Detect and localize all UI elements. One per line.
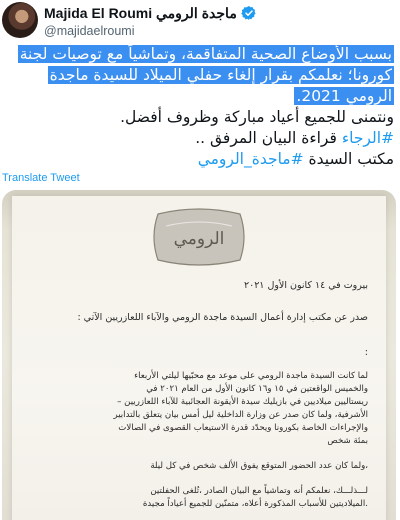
author-block: [44, 4, 344, 38]
tweet-line-2: [0, 65, 394, 86]
translate-tweet-link[interactable]: Translate Tweet: [2, 172, 80, 184]
statement-line: والإجراءات الخاصة بكورونا ويحدّد قدرة الاستيعاب القصوى في الصالات: [118, 423, 368, 433]
statement-body: [30, 280, 368, 520]
tweet-line-6-text: مكتب السيدة: [308, 150, 394, 168]
statement-line: ريستاليين ميلاديين في بازيليك سيدة الأيقونة العجائبية للآباء اللعازريين –: [117, 397, 368, 407]
selected-text[interactable]: الرومي 2021.: [296, 87, 392, 105]
statement-line: لما كانت السيدة ماجدة الرومي على موعد مع محبّيها ليلتي الأربعاء: [134, 371, 368, 381]
statement-date: بيروت في ١٤ كانون الأول ٢٠٢١: [244, 280, 368, 291]
avatar[interactable]: [2, 2, 38, 38]
tweet-line-6: [0, 149, 394, 170]
hashtag-link[interactable]: #الرجاء: [341, 129, 394, 147]
tweet-media-image[interactable]: [2, 190, 396, 520]
statement-document: [12, 196, 386, 520]
display-name[interactable]: Majida El Roumi ماجدة الرومي: [44, 4, 237, 21]
verified-badge-icon: [241, 5, 257, 21]
tweet-line-1: [0, 44, 394, 65]
display-name-row: [44, 4, 344, 22]
tweet-line-4: ونتمنى للجميع أعياد مباركة وظروف أفضل.: [120, 108, 394, 126]
majida-roumi-logo: [144, 206, 254, 268]
statement-paragraph-3: [30, 485, 368, 511]
selected-text[interactable]: بسبب الأوضاع الصحية المتفاقمة، وتماشياً مع توصيات لجنة: [19, 45, 392, 63]
tweet-line-5: [0, 128, 394, 149]
statement-line: لـــذلـــك، نعلمكم أنه وتماشياً مع البيان الصادر ،تُلغى الحفلتين: [150, 486, 368, 496]
tweet-text: [0, 44, 394, 170]
statement-issuer: صدر عن مكتب إدارة أعمال السيدة ماجدة الرومي والآباء اللعازريين الآتي :: [77, 312, 368, 323]
selected-text[interactable]: كورونا؛ نعلمكم بقرار إلغاء حفلي الميلاد للسيدة ماجدة: [49, 66, 392, 84]
tweet-header: [0, 0, 400, 42]
logo-text: الرومي: [173, 229, 225, 249]
statement-paragraph-1: [30, 370, 368, 448]
tweet-line-5-text: قراءة البيان المرفق ..: [195, 129, 337, 147]
statement-line: .الميلاديتين للأسباب المذكورة أعلاه، متمنّين للجميع أعياداً مجيدة: [142, 499, 368, 509]
tweet-line-3: [0, 86, 394, 107]
handle[interactable]: @majidaelroumi: [44, 24, 135, 38]
statement-colon: :: [364, 347, 368, 358]
statement-paragraph-2: [30, 460, 368, 473]
hashtag-link[interactable]: #ماجدة_الرومي: [197, 150, 304, 168]
statement-line: والخميس الواقعتين في ١٥ و١٦ كانون الأول من العام ٢٠٢١ في: [146, 384, 368, 394]
statement-line: ،ولما كان عدد الحضور المتوقع يفوق الألف شخص في كل ليلة: [150, 461, 368, 471]
statement-line: بمئة شخص: [327, 436, 368, 446]
statement-line: الأشرفية، ولما كان صدر عن وزارة الداخلية ليل أمس بيان يتعلق بالتدابير: [113, 410, 368, 420]
